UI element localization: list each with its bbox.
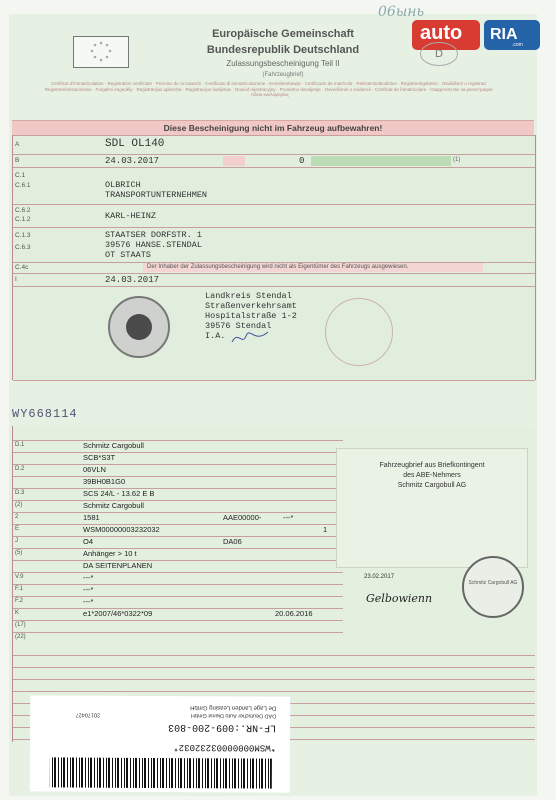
country-oval: D: [420, 42, 458, 66]
vin-value: WSM00000003232032: [83, 525, 160, 534]
manufacturer-seal: Schmitz Cargobull AG: [462, 556, 524, 618]
code-b: B: [15, 157, 20, 164]
warning-banner: [12, 120, 534, 136]
issue-date: 24.03.2017: [105, 275, 160, 285]
p2-row-k: K e1*2007/46*0322*09 20.06.2016: [13, 608, 343, 621]
code-c63: C.6.3: [15, 244, 31, 251]
coat-of-arms-icon: [126, 314, 152, 340]
barcode-icon: [50, 757, 272, 788]
p2-row-d3: D.3 SCS 24/L - 13.62 E B: [13, 488, 343, 501]
brand-ria: RIA: [490, 26, 518, 43]
leasing-number: LF-NR.:009-200-803: [168, 721, 277, 733]
code-c4c: C.4c: [15, 264, 29, 271]
address-1: STAATSER DORFSTR. 1: [105, 230, 202, 240]
owner-notice: Der Inhaber der Zulassungsbescheinigung wird nicht als Eigentümer des Fahrzeugs ausgewiesen.: [147, 264, 409, 270]
part1-grid: [12, 135, 536, 380]
type-approval: e1*2007/46*0322*09: [83, 609, 153, 618]
note-date: 23.02.2017: [364, 574, 395, 580]
manufacturer-signature: Gelbowienn: [366, 592, 433, 605]
authority-1: Landkreis Stendal: [205, 291, 292, 301]
p2-row-vin: E WSM00000003232032 1: [13, 524, 343, 537]
row-c4c: [13, 262, 535, 273]
count-code: (1): [453, 157, 461, 163]
p2-row-2: 2 1581 AAE00000- ---*: [13, 512, 343, 525]
warning-text: Diese Bescheinigung nicht im Fahrzeug aufbewahren!: [163, 123, 383, 133]
brand-tld: .com: [512, 42, 523, 48]
authority-4: 39576 Stendal: [205, 321, 272, 331]
header-sub: (Fahrzeugbrief): [262, 72, 304, 78]
note-line-1: Fahrzeugbrief aus Briefkontingent: [379, 462, 485, 469]
p2-row-f2: F.2 ---*: [13, 596, 343, 609]
label-line-2: DAD Deutscher Auto Dienst GmbH: [190, 712, 277, 719]
code-22-value: AAE00000-: [223, 513, 262, 522]
code-a: A: [15, 141, 20, 148]
holder-name-1: OLBRICH: [105, 180, 141, 190]
p2-row-22: (22): [13, 632, 343, 645]
row-c2: [13, 204, 535, 227]
p2-row-v9: V.9 ---*: [13, 572, 343, 585]
authority-2: Straßenverkehrsamt: [205, 301, 297, 311]
p2-row-type: SCB*S3T: [13, 452, 343, 465]
address-2: 39576 HANSE.STENDAL: [105, 240, 202, 250]
p2-row-17: (17): [13, 620, 343, 633]
authority-stamp: [108, 296, 170, 358]
plate-value: SDL OL140: [105, 138, 165, 150]
p2-row-j: J O4 DA06: [13, 536, 343, 549]
code-c13: C.1.3: [15, 232, 31, 239]
authority-3: Hospitalstraße 1-2: [205, 311, 297, 321]
row-c1: [13, 167, 535, 204]
row-c3: [13, 227, 535, 262]
contingent-note: [336, 448, 528, 568]
first-registration-date: 24.03.2017: [105, 156, 160, 166]
make-value: Schmitz Cargobull: [83, 441, 144, 450]
p2-row-d1: D.1 Schmitz Cargobull: [13, 440, 343, 453]
eu-flag-icon: [73, 36, 129, 68]
p2-row-f1: F.1 ---*: [13, 584, 343, 597]
row-a: [13, 135, 535, 154]
code-c62: C.6.2: [15, 207, 31, 214]
code-i: I: [15, 276, 17, 283]
leasing-label: [30, 695, 290, 792]
label-date: 20170427: [75, 711, 101, 718]
authority-box: [13, 286, 535, 381]
authority-5: I.A.: [205, 331, 226, 341]
code-c1: C.1: [15, 172, 26, 179]
note-line-3: Schmitz Cargobull AG: [397, 482, 467, 489]
label-line-1: De Lage Landen Leasing GmbH: [190, 704, 277, 711]
p2-row-d2: D.2 06VLN: [13, 464, 343, 477]
header-country: Bundesrepublik Deutschland: [206, 44, 360, 56]
row-b: [13, 154, 535, 167]
owner-count: 0: [299, 156, 305, 166]
barcode-text: *WSM00000003232032*: [173, 742, 277, 753]
header-eu: Europäische Gemeinschaft: [212, 28, 354, 40]
serial-number: WY668114: [12, 407, 78, 421]
handwritten-note: 06ынь: [378, 4, 425, 20]
date-6: 20.06.2016: [275, 609, 313, 618]
p2-row-version: 39BH0B1G0: [13, 476, 343, 489]
multilingual-fineprint: Certificat d'immatriculation · Registration certificate · Permiso de circulación · Certificato di immatricolazione · Kentekenbewijs · Certificado de matrícula · Rekisteröintitodistus · Registreringsbevis · Osvědčení o registraci · Registreerimistunnistus · Forgalmi engedély · Reģistrācijas apliecība · Registracijos liudijimas · Dowód rejestracyjny · Prometno dovoljenje · Osvedčenie o evidencii · Certificat de înmatriculare · Свидетелство за регистрация · Άδεια κυκλοφορίας: [44, 81, 496, 98]
holder-first-name: KARL-HEINZ: [105, 211, 157, 221]
address-3: OT STAATS: [105, 250, 151, 260]
seal-circle: [325, 298, 393, 366]
note-line-2: des ABE-Nehmers: [403, 472, 461, 479]
p2-row-body: DA SEITENPLANEN: [13, 560, 343, 573]
holder-name-2: TRANSPORTUNTERNEHMEN: [105, 190, 208, 200]
row-i: [13, 273, 535, 286]
header-doc: Zulassungsbescheinigung Teil II: [226, 59, 340, 68]
brand-auto: auto: [420, 22, 463, 44]
p2-row-manufacturer: (2) Schmitz Cargobull: [13, 500, 343, 513]
p2-row-5: (5) Anhänger > 10 t: [13, 548, 343, 561]
code-c12: C.1.2: [15, 216, 31, 223]
code-c61: C.6.1: [15, 182, 31, 189]
signature-icon: [230, 328, 270, 348]
